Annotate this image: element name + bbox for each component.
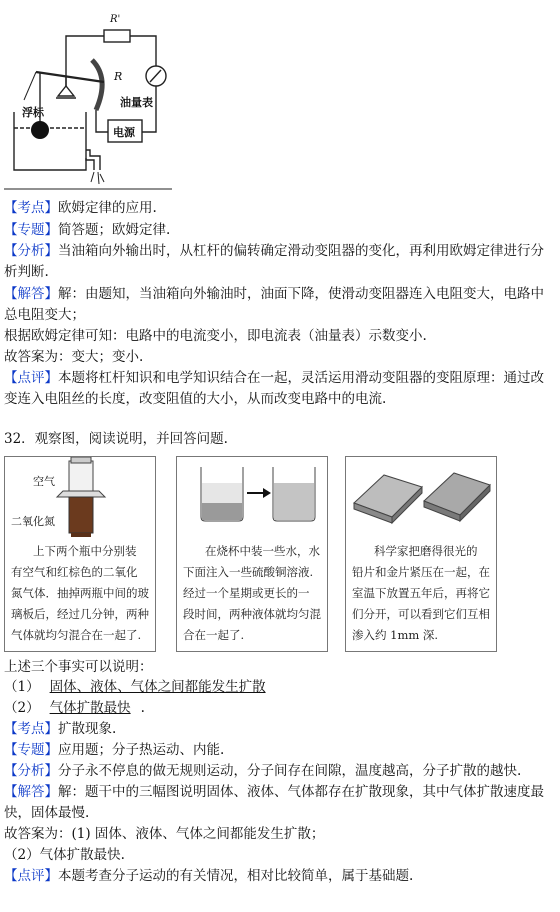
dianping-tag: 【点评】 bbox=[4, 370, 58, 386]
metal-plates-figure bbox=[346, 457, 496, 527]
q32-title: 32．观察图，阅读说明，并回答问题. bbox=[4, 431, 228, 447]
blank2-answer: 气体扩散最快 bbox=[49, 700, 131, 716]
q32-answer-1: 故答案为：(1) 固体、液体、气体之间都能发生扩散； bbox=[4, 826, 325, 842]
blank2-prefix: （2） bbox=[4, 700, 40, 716]
q32-answer-2: （2）气体扩散最快. bbox=[4, 847, 125, 863]
q31-dianping bbox=[4, 368, 554, 388]
q31-zhuanti bbox=[4, 220, 554, 240]
jieda-text: 解：由题知，当油箱向外输油时，油面下降，使滑动变阻器连入电阻变大，电路中 bbox=[58, 286, 544, 302]
blank1-answer: 固体、液体、气体之间都能发生扩散 bbox=[49, 679, 266, 695]
q32-jieda bbox=[4, 782, 554, 802]
q31-jieda-cont: 总电阻变大； bbox=[4, 307, 85, 323]
jieda-tag: 【解答】 bbox=[4, 286, 58, 302]
beakers-figure bbox=[177, 457, 327, 527]
blank1-prefix: （1） bbox=[4, 679, 40, 695]
q32-kaodian bbox=[4, 719, 554, 739]
jieda-tag: 【解答】 bbox=[4, 784, 58, 800]
fenxi-tag: 【分析】 bbox=[4, 243, 58, 259]
zhuanti-text: 简答题；欧姆定律. bbox=[58, 222, 171, 238]
q31-jieda-law: 根据欧姆定律可知：电路中的电流变小，即电流表（油量表）示数变小. bbox=[4, 328, 427, 344]
fenxi-text: 当油箱向外输出时，从杠杆的偏转确定滑动变阻器的变化，再利用欧姆定律进行分 bbox=[58, 243, 544, 259]
q32-zhuanti bbox=[4, 740, 554, 760]
kaodian-text: 扩散现象. bbox=[58, 721, 117, 737]
q31-fenxi-cont: 析判断. bbox=[4, 264, 49, 280]
panel3-caption: 科学家把磨得很光的 铅片和金片紧压在一起，在 室温下放置五年后，再将它 们分开，可以看到它们互相 渗入约 1mm 深. bbox=[352, 544, 490, 642]
q31-fenxi bbox=[4, 241, 554, 261]
q31-answer: 故答案为：变大；变小. bbox=[4, 349, 144, 365]
fenxi-text: 分子永不停息的做无规则运动，分子间存在间隙，温度越高，分子扩散的越快. bbox=[58, 763, 522, 779]
panel2-caption: 在烧杯中装一些水，水 下面注入一些硫酸铜溶液. 经过一个星期或更长的一 段时间，两种液体就均匀混 合在一起了. bbox=[183, 544, 321, 642]
panel-gas-diffusion bbox=[4, 456, 156, 652]
resistor-label: R bbox=[114, 70, 123, 83]
zhuanti-text: 应用题；分子热运动、内能. bbox=[58, 742, 225, 758]
q32-blank-2: （2） 气体扩散最快 . bbox=[4, 700, 145, 716]
panel-solid-diffusion bbox=[345, 456, 497, 652]
oil-meter-label: 油量表 bbox=[120, 96, 153, 109]
panel1-caption: 上下两个瓶中分别装 有空气和红棕色的二氧化 氮气体．抽掉两瓶中间的玻 璃板后，经过几分钟，两种 气体就均匀混合在一起了. bbox=[11, 544, 149, 642]
kaodian-tag: 【考点】 bbox=[4, 200, 58, 216]
dianping-text: 本题将杠杆知识和电学知识结合在一起，灵活运用滑动变阻器的变阻原理：通过改 bbox=[58, 370, 544, 386]
float-label: 浮标 bbox=[22, 106, 44, 119]
panel-liquid-diffusion bbox=[176, 456, 328, 652]
zhuanti-tag: 【专题】 bbox=[4, 742, 58, 758]
q32-jieda-cont: 快，固体最慢. bbox=[4, 805, 90, 821]
resistor-prime-label: R' bbox=[110, 14, 121, 25]
oil-gauge-circuit-figure bbox=[0, 0, 180, 190]
q32-dianping bbox=[4, 866, 554, 886]
air-label: 空气 bbox=[33, 475, 55, 488]
q32-blank-1 bbox=[4, 677, 554, 697]
kaodian-tag: 【考点】 bbox=[4, 721, 58, 737]
fenxi-tag: 【分析】 bbox=[4, 763, 58, 779]
kaodian-text: 欧姆定律的应用. bbox=[58, 200, 157, 216]
q31-dianping-cont: 变连入电阻丝的长度，改变阻值的大小，从而改变电路中的电流. bbox=[4, 391, 387, 407]
zhuanti-tag: 【专题】 bbox=[4, 222, 58, 238]
q31-jieda bbox=[4, 284, 554, 304]
dianping-tag: 【点评】 bbox=[4, 868, 58, 884]
q31-kaodian bbox=[4, 198, 554, 218]
q32-lead: 上述三个事实可以说明： bbox=[4, 659, 153, 675]
dianping-text: 本题考查分子运动的有关情况，相对比较简单，属于基础题. bbox=[58, 868, 414, 884]
no2-label: 二氧化氮 bbox=[11, 515, 55, 528]
power-source-label: 电源 bbox=[113, 126, 135, 139]
q32-fenxi bbox=[4, 761, 554, 781]
jieda-text: 解：题干中的三幅图说明固体、液体、气体都存在扩散现象，其中气体扩散速度最 bbox=[58, 784, 544, 800]
